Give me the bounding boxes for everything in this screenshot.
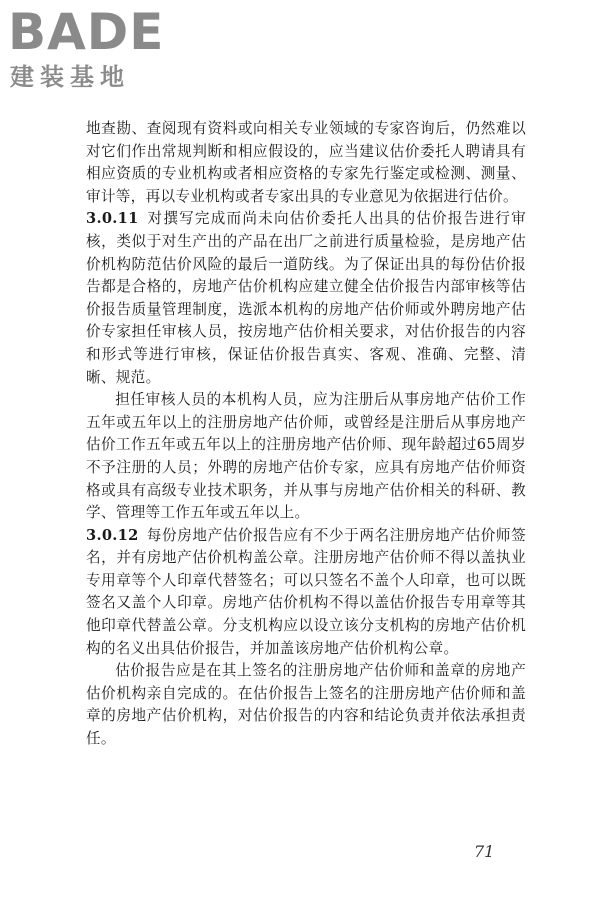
document-body [86, 118, 526, 751]
paragraph-clause-3-0-11 [86, 208, 526, 389]
paragraph-text: 地查勘、查阅现有资料或向相关专业领域的专家咨询后，仍然难以对它们作出常规判断和相应假设的，应当建议估价委托人聘请具有相应资质的专业机构或者相应资格的专家先行鉴定或检测、测量、审计等，再以专业机构或者专家出具的专业意见为依据进行估价。 [86, 120, 526, 205]
logo [6, 4, 186, 94]
paragraph-text: 担任审核人员的本机构人员，应为注册后从事房地产估价工作五年或五年以上的注册房地产估价师，或曾经是注册后从事房地产估价工作五年或五年以上的注册房地产估价师、现年龄超过65周岁不予注册的人员；外聘的房地产估价专家，应具有房地产估价师资格或具有高级专业技术职务，并从事与房地产估价相关的科研、教学、管理等工作五年或五年以上。 [86, 391, 526, 522]
logo-wordmark: BADE [8, 3, 165, 61]
clause-number: 3.0.11 [86, 210, 139, 228]
logo-subtitle: 建装基地 [10, 63, 130, 91]
clause-number: 3.0.12 [86, 526, 139, 544]
paragraph-clause-3-0-12 [86, 525, 526, 661]
paragraph-text: 对撰写完成而尚未向估价委托人出具的估价报告进行审核，类似于对生产出的产品在出厂之前进行质量检验，是房地产估价机构防范估价风险的最后一道防线。为了保证出具的每份估价报告都是合格的，房地产估价机构应建立健全估价报告内部审核等估价报告质量管理制度，选派本机构的房地产估价师或外聘房地产估价专家担任审核人员，按房地产估价相关要求，对估价报告的内容和形式等进行审核，保证估价报告真实、客观、准确、完整、清晰、规范。 [86, 210, 526, 386]
paragraph-text: 每份房地产估价报告应有不少于两名注册房地产估价师签名，并有房地产估价机构盖公章。注册房地产估价师不得以盖执业专用章等个人印章代替签名；可以只签名不盖个人印章，也可以既签名又盖个人印章。房地产估价机构不得以盖估价报告专用章等其他印章代替盖公章。分支机构应以设立该分支机构的房地产估价机构的名义出具估价报告，并加盖该房地产估价机构公章。 [86, 526, 526, 657]
paragraph-continuation [86, 118, 526, 208]
paragraph-text: 估价报告应是在其上签名的注册房地产估价师和盖章的房地产估价机构亲自完成的。在估价报告上签名的注册房地产估价师和盖章的房地产估价机构，对估价报告的内容和结论负责并依法承担责任。 [86, 662, 526, 748]
paragraph-responsibility [86, 660, 526, 750]
paragraph-reviewer-requirements [86, 389, 526, 525]
page-number: 71 [474, 842, 495, 861]
